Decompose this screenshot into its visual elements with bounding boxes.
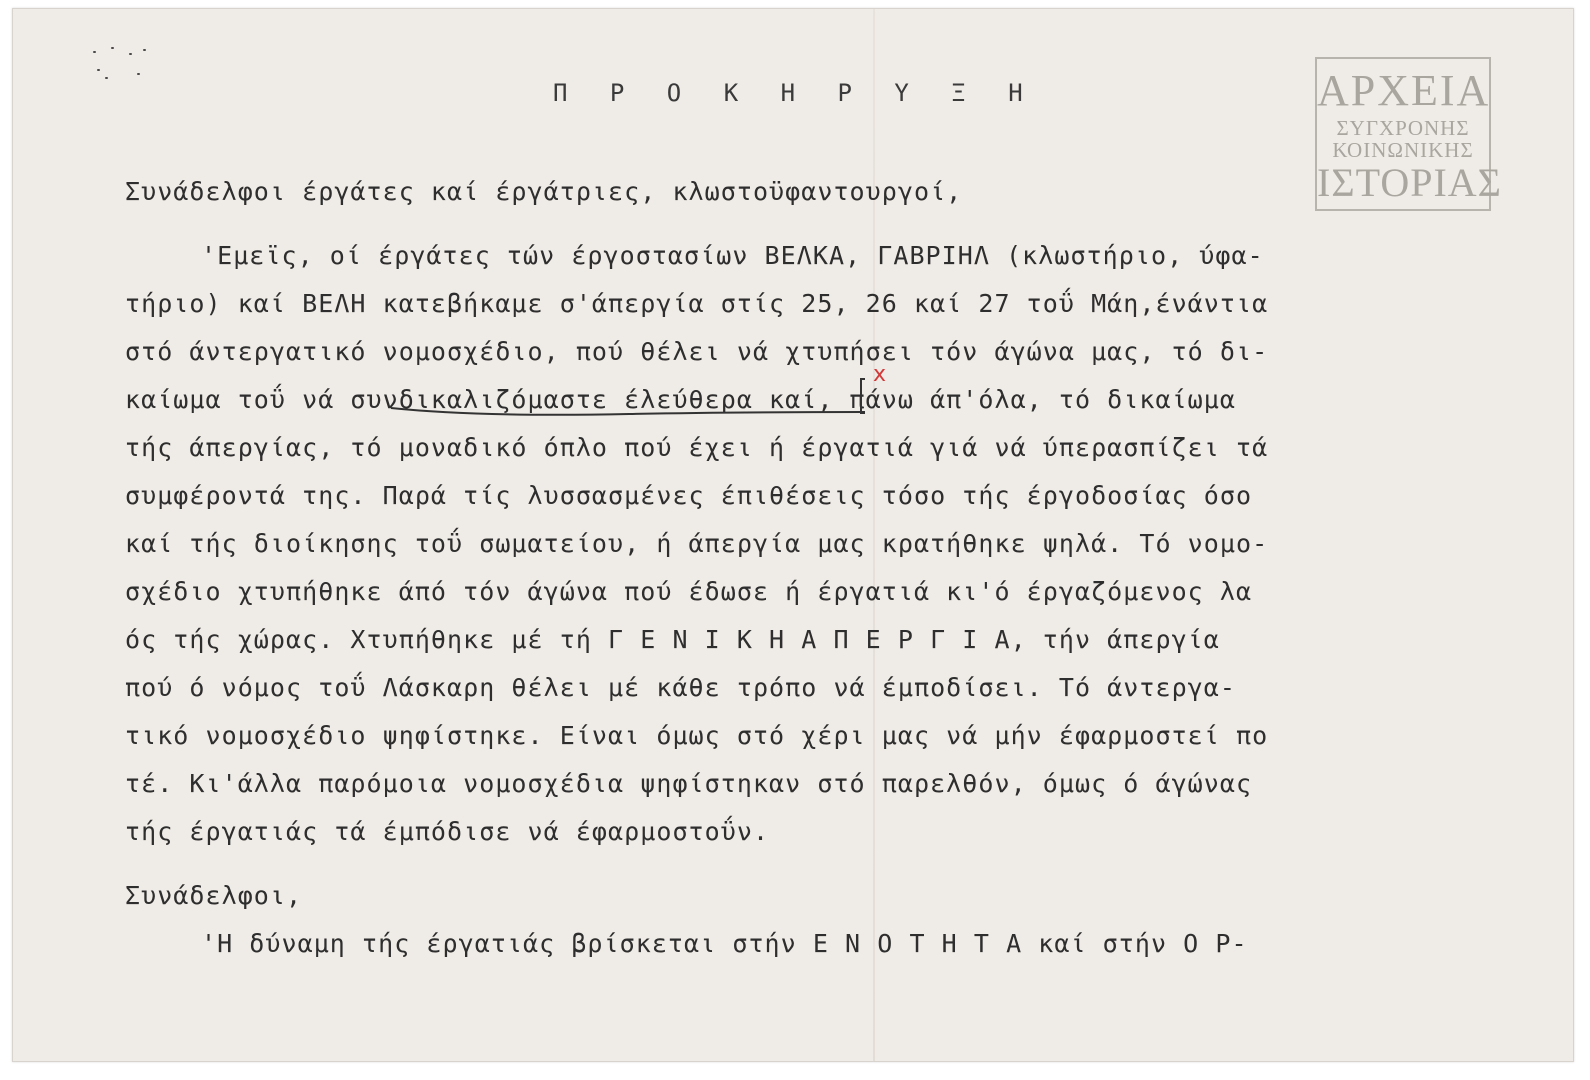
paragraph-line: πού ό νόμος τοΰ Λάσκαρη θέλει μέ κάθε τρόπο νά έμποδίσει. Τό άντεργα- [125, 673, 1236, 702]
document-sheet [12, 8, 1574, 1062]
paragraph-line: τήριο) καί ΒΕΛΗ κατεβήκαμε σ'άπεργία στίς 25, 26 καί 27 τοΰ Μάη,ένάντια [125, 289, 1269, 318]
stamp-line-4: ΙΣΤΟΡΙΑΣ [1317, 160, 1502, 205]
stamp-line-2: ΣΥΓΧΡΟΝΗΣ [1336, 116, 1470, 140]
paragraph-line: τέ. Κι'άλλα παρόμοια νομοσχέδια ψηφίστηκαν στό παρελθόν, όμως ό άγώνας [125, 769, 1253, 798]
paragraph-line: στό άντεργατικό νομοσχέδιο, πού θέλει νά χτυπήσει τόν άγώνα μας, τό δι- [125, 337, 1269, 366]
archive-stamp [1315, 57, 1502, 211]
paragraph-line: 'Εμεϊς, οί έργάτες τών έργοστασίων ΒΕΛΚΑ, ΓΑΒΡΙΗΛ (κλωστήριο, ύφα- [201, 241, 1264, 270]
paragraph-line: καί τής διοίκησης τοΰ σωματείου, ή άπεργία μας κρατήθηκε ψηλά. Τό νομο- [125, 529, 1269, 558]
salutation-line: Συνάδελφοι, [125, 881, 303, 910]
stamp-line-1: ΑΡΧΕΙΑ [1317, 66, 1491, 115]
handwritten-bracket [859, 377, 869, 417]
handwritten-underline [389, 404, 867, 420]
paragraph-line: τικό νομοσχέδιο ψηφίστηκε. Είναι όμως στό χέρι μας νά μήν έφαρμοστεί πο [125, 721, 1269, 750]
paragraph-line: σχέδιο χτυπήθηκε άπό τόν άγώνα πού έδωσε ή έργατιά κι'ό έργαζόμενος λα [125, 577, 1253, 606]
paragraph-line: καίωμα τοΰ νά συνδικαλιζόμαστε έλεύθερα καί, πάνω άπ'όλα, τό δικαίωμα [125, 385, 1236, 414]
paragraph-line: ός τής χώρας. Χτυπήθηκε μέ τή Γ Ε Ν Ι Κ Η Α Π Ε Ρ Γ Ι Α, τήν άπεργία [125, 625, 1220, 654]
greeting-line: Συνάδελφοι έργάτες καί έργάτριες, κλωστοϋφαντουργοί, [125, 177, 963, 206]
paragraph-line: συμφέροντά της. Παρά τίς λυσσασμένες έπιθέσεις τόσο τής έργοδοσίας όσο [125, 481, 1253, 510]
document-title: Π Ρ Ο Κ Η Ρ Υ Ξ Η [553, 79, 1037, 107]
closing-line: 'Η δύναμη τής έργατιάς βρίσκεται στήν Ε Ν Ο Τ Η Τ Α καί στήν Ο Ρ- [201, 929, 1248, 958]
stamp-line-3: ΚΟΙΝΩΝΙΚΗΣ [1332, 138, 1474, 162]
paragraph-line: τής έργατιάς τά έμπόδισε νά έφαρμοστοΰν. [125, 817, 770, 846]
red-pen-mark: x [873, 362, 887, 387]
ink-specks [91, 45, 151, 85]
paragraph-line: τής άπεργίας, τό μοναδικό όπλο πού έχει ή έργατιά γιά νά ύπερασπίζει τά [125, 433, 1269, 462]
